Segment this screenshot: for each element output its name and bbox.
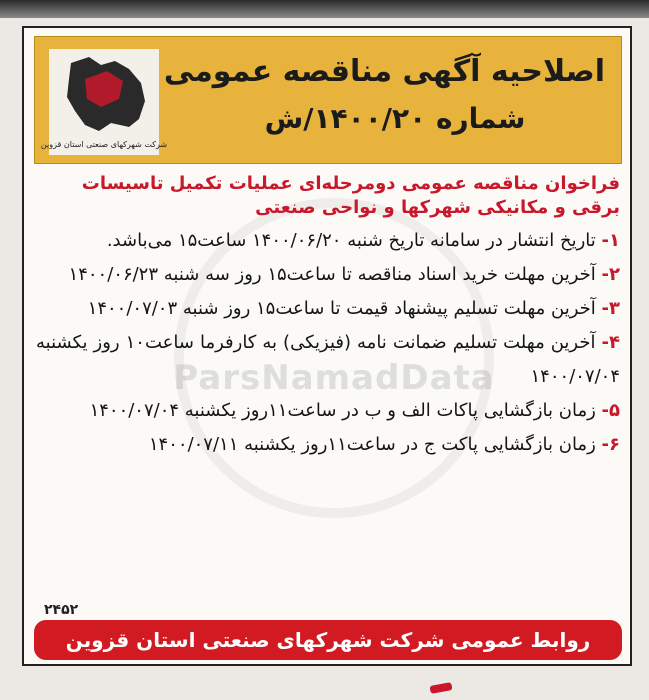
list-item: ۵- زمان بازگشایی پاکات الف و ب در ساعت۱۱روز یکشنبه ۱۴۰۰/۰۷/۰۴ bbox=[89, 400, 620, 421]
header-box bbox=[34, 36, 622, 164]
ad-code: ۲۴۵۲ bbox=[44, 602, 79, 618]
items-list bbox=[36, 224, 620, 462]
list-item: ۶- زمان بازگشایی پاکت ج در ساعت۱۱روز یکشنبه ۱۴۰۰/۰۷/۱۱ bbox=[148, 434, 620, 455]
red-mark bbox=[429, 682, 452, 694]
ad-subtitle: فراخوان مناقصه عمومی دومرحله‌ای عملیات تکمیل تاسیسات برقی و مکانیکی شهرکها و نواحی صنعتی bbox=[81, 173, 620, 218]
watermark: ParsNamadData bbox=[173, 358, 495, 398]
top-strip bbox=[0, 0, 649, 18]
list-item: ۴- آخرین مهلت تسلیم ضمانت نامه (فیزیکی) به کارفرما ساعت۱۰ روز یکشنبه ۱۴۰۰/۰۷/۰۴ bbox=[36, 332, 620, 387]
svg-text:شرکت شهرکهای صنعتی استان قزوین: شرکت شهرکهای صنعتی استان قزوین bbox=[40, 140, 168, 149]
list-item: ۲- آخرین مهلت خرید اسناد مناقصه تا ساعت۱۵ روز سه شنبه ۱۴۰۰/۰۶/۲۳ bbox=[68, 264, 620, 285]
ad-frame bbox=[22, 26, 632, 666]
iran-map-logo-icon bbox=[40, 49, 168, 155]
ad-number: شماره ۱۴۰۰/۲۰/ش bbox=[264, 102, 526, 135]
list-item: ۳- آخرین مهلت تسلیم پیشنهاد قیمت تا ساعت۱۵ روز شنبه ۱۴۰۰/۰۷/۰۳ bbox=[87, 298, 620, 319]
footer-banner: روابط عمومی شرکت شهرکهای صنعتی استان قزوین bbox=[34, 620, 622, 660]
list-item: ۱- تاریخ انتشار در سامانه تاریخ شنبه ۱۴۰۰/۰۶/۲۰ ساعت۱۵ می‌باشد. bbox=[106, 230, 620, 251]
ad-title: اصلاحیه آگهی مناقصه عمومی bbox=[163, 54, 605, 89]
